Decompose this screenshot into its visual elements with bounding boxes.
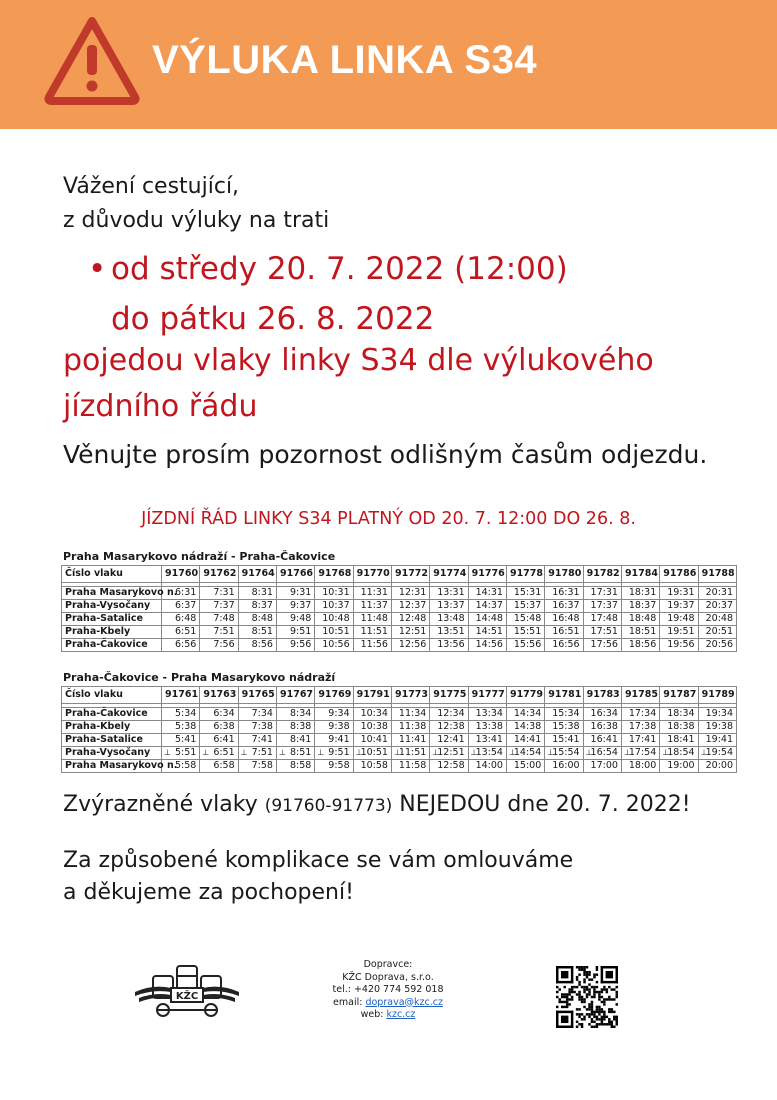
train-number: 91783 (583, 687, 621, 704)
train-number: 91772 (391, 566, 429, 583)
departure-time: 8:31 (238, 587, 276, 600)
train-number: 91774 (430, 566, 468, 583)
departure-time: 15:56 (506, 639, 544, 652)
departure-time: 7:48 (200, 613, 238, 626)
departure-time: 6:58 (200, 760, 238, 773)
web-link[interactable]: kzc.cz (386, 1009, 416, 1020)
departure-time: 5:58 (162, 760, 200, 773)
departure-time: 7:58 (238, 760, 276, 773)
departure-time: 13:31 (430, 587, 468, 600)
web-label: web: (360, 1009, 387, 1020)
station-name: Praha-Vysočany (62, 747, 162, 760)
departure-time: 9:38 (315, 721, 353, 734)
station-name: Praha-Satalice (62, 734, 162, 747)
departure-time: ⊥ 15:54 (545, 747, 583, 760)
departure-time: 12:41 (430, 734, 468, 747)
train-number: 91779 (506, 687, 544, 704)
departure-time: 9:48 (276, 613, 314, 626)
departure-time: 9:56 (276, 639, 314, 652)
departure-time: 8:58 (276, 760, 314, 773)
table2-heading: Praha-Čakovice - Praha Masarykovo nádraží (63, 671, 336, 684)
departure-time: 18:00 (621, 760, 659, 773)
departure-time: 14:37 (468, 600, 506, 613)
train-number: 91781 (545, 687, 583, 704)
departure-time: 18:51 (621, 626, 659, 639)
departure-time: 14:41 (506, 734, 544, 747)
train-number: 91765 (238, 687, 276, 704)
highlight-range: (91760-91773) (264, 796, 393, 816)
departure-time: 11:34 (391, 708, 429, 721)
train-number: 91769 (315, 687, 353, 704)
departure-time: ⊥ 18:54 (660, 747, 698, 760)
departure-time: ⊥ 19:54 (698, 747, 736, 760)
table1-heading: Praha Masarykovo nádraží - Praha-Čakovice (63, 550, 336, 563)
departure-time: ⊥ 5:51 (162, 747, 200, 760)
departure-time: 9:31 (276, 587, 314, 600)
departure-time: 16:51 (545, 626, 583, 639)
departure-time: 6:38 (200, 721, 238, 734)
departure-time: 12:48 (391, 613, 429, 626)
departure-time: 13:51 (430, 626, 468, 639)
train-number: 91788 (698, 566, 736, 583)
table-row (62, 639, 737, 652)
departure-time: 16:41 (583, 734, 621, 747)
departure-time: 7:51 (200, 626, 238, 639)
train-number: 91762 (200, 566, 238, 583)
departure-time: ⊥ 13:54 (468, 747, 506, 760)
departure-time: 16:34 (583, 708, 621, 721)
train-number: 91766 (276, 566, 314, 583)
departure-time: 10:31 (315, 587, 353, 600)
email-link[interactable]: doprava@kzc.cz (365, 996, 443, 1008)
departure-time: 14:51 (468, 626, 506, 639)
table-row (62, 600, 737, 613)
departure-time: 6:51 (162, 626, 200, 639)
departure-time: ⊥ 9:51 (315, 747, 353, 760)
header-banner (0, 0, 777, 129)
greeting-line-2: z důvodu výluky na trati (63, 208, 330, 233)
departure-time: 13:34 (468, 708, 506, 721)
departure-time: 20:37 (698, 600, 736, 613)
timetable-table-1 (61, 565, 737, 652)
departure-time: 17:37 (583, 600, 621, 613)
departure-time: 17:00 (583, 760, 621, 773)
table-row (62, 613, 737, 626)
train-number: 91787 (660, 687, 698, 704)
header-label: Číslo vlaku (62, 566, 162, 583)
departure-time: 14:38 (506, 721, 544, 734)
train-number: 91777 (468, 687, 506, 704)
departure-time: 20:48 (698, 613, 736, 626)
departure-time: 9:37 (276, 600, 314, 613)
greeting (63, 170, 329, 238)
departure-time: 13:48 (430, 613, 468, 626)
departure-time: 6:37 (162, 600, 200, 613)
departure-time: 7:56 (200, 639, 238, 652)
departure-time: 15:41 (545, 734, 583, 747)
departure-time: 19:56 (660, 639, 698, 652)
departure-time: 5:34 (162, 708, 200, 721)
timetable-title: JÍZDNÍ ŘÁD LINKY S34 PLATNÝ OD 20. 7. 12:00 DO 26. 8. (141, 509, 636, 529)
departure-time: 11:41 (391, 734, 429, 747)
departure-time: 17:31 (583, 587, 621, 600)
departure-time: 7:34 (238, 708, 276, 721)
departure-time: 18:41 (660, 734, 698, 747)
departure-time: 8:51 (238, 626, 276, 639)
train-number: 91767 (276, 687, 314, 704)
table-row (62, 734, 737, 747)
departure-time: 18:38 (660, 721, 698, 734)
contact-label: Dopravce: (363, 959, 413, 970)
header-label: Číslo vlaku (62, 687, 162, 704)
departure-time: 13:56 (430, 639, 468, 652)
banner-title: VÝLUKA LINKA S34 (152, 38, 538, 82)
departure-time: 19:37 (660, 600, 698, 613)
departure-time: ⊥ 10:51 (353, 747, 391, 760)
table-row (62, 587, 737, 600)
bullet: • (88, 251, 107, 287)
station-name: Praha Masarykovo n. (62, 587, 162, 600)
train-number: 91768 (315, 566, 353, 583)
departure-time: 7:37 (200, 600, 238, 613)
train-number: 91785 (621, 687, 659, 704)
departure-time: ⊥ 11:51 (391, 747, 429, 760)
departure-time: 13:38 (468, 721, 506, 734)
departure-time: 9:34 (315, 708, 353, 721)
train-number: 91791 (353, 687, 391, 704)
departure-time: 17:48 (583, 613, 621, 626)
station-name: Praha-Satalice (62, 613, 162, 626)
departure-time: 6:56 (162, 639, 200, 652)
qr-code-icon[interactable] (556, 966, 618, 1028)
departure-time: 20:31 (698, 587, 736, 600)
contact-company: KŽC Doprava, s.r.o. (342, 971, 434, 983)
departure-time: 20:51 (698, 626, 736, 639)
departure-time: ⊥ 6:51 (200, 747, 238, 760)
apology (63, 845, 573, 909)
departure-time: 19:38 (698, 721, 736, 734)
station-name: Praha Masarykovo n. (62, 760, 162, 773)
departure-time: 12:38 (430, 721, 468, 734)
departure-time: 20:00 (698, 760, 736, 773)
timetable-table-2 (61, 686, 737, 773)
departure-time: 15:31 (506, 587, 544, 600)
train-number: 91770 (353, 566, 391, 583)
departure-time: 17:41 (621, 734, 659, 747)
departure-time: 7:38 (238, 721, 276, 734)
departure-time: 16:31 (545, 587, 583, 600)
departure-time: 17:56 (583, 639, 621, 652)
highlight-prefix: Zvýrazněné vlaky (63, 792, 265, 817)
train-number: 91780 (545, 566, 583, 583)
departure-time: 10:34 (353, 708, 391, 721)
departure-time: 9:41 (315, 734, 353, 747)
departure-time: 12:31 (391, 587, 429, 600)
departure-time: 18:56 (621, 639, 659, 652)
departure-time: 17:51 (583, 626, 621, 639)
greeting-line-1: Vážení cestující, (63, 174, 240, 199)
departure-time: 19:00 (660, 760, 698, 773)
departure-time: 8:56 (238, 639, 276, 652)
departure-time: 17:38 (621, 721, 659, 734)
departure-time: 11:58 (391, 760, 429, 773)
departure-time: 13:41 (468, 734, 506, 747)
departure-time: 8:38 (276, 721, 314, 734)
departure-time: 6:31 (162, 587, 200, 600)
highlight-suffix: NEJEDOU dne 20. 7. 2022! (392, 792, 691, 817)
departure-time: 15:48 (506, 613, 544, 626)
station-name: Praha-Čakovice (62, 639, 162, 652)
departure-time: 8:41 (276, 734, 314, 747)
departure-time: 15:51 (506, 626, 544, 639)
email-label: email: (333, 996, 366, 1008)
departure-time: 14:31 (468, 587, 506, 600)
departure-time: 11:31 (353, 587, 391, 600)
departure-time: 16:56 (545, 639, 583, 652)
train-number: 91784 (621, 566, 659, 583)
kzc-train-logo-icon (133, 962, 241, 1020)
departure-time: 16:38 (583, 721, 621, 734)
departure-time: 10:48 (315, 613, 353, 626)
departure-time: 6:41 (200, 734, 238, 747)
departure-time: 17:34 (621, 708, 659, 721)
train-number: 91775 (430, 687, 468, 704)
departure-time: 18:37 (621, 600, 659, 613)
train-number: 91773 (391, 687, 429, 704)
departure-time: 18:48 (621, 613, 659, 626)
departure-time: 14:34 (506, 708, 544, 721)
departure-time: ⊥ 16:54 (583, 747, 621, 760)
train-number: 91789 (698, 687, 736, 704)
departure-time: 16:00 (545, 760, 583, 773)
notice: Věnujte prosím pozornost odlišným časům odjezdu. (63, 440, 708, 469)
departure-time: 9:51 (276, 626, 314, 639)
apology-line-2: a děkujeme za pochopení! (63, 880, 354, 905)
table-row (62, 721, 737, 734)
logo-text: KŽC (175, 991, 199, 1002)
departure-time: 15:34 (545, 708, 583, 721)
contact-phone: tel.: +420 774 592 018 (332, 984, 444, 995)
train-number: 91761 (162, 687, 200, 704)
departure-time: 19:31 (660, 587, 698, 600)
departure-time: 6:48 (162, 613, 200, 626)
departure-time: 20:56 (698, 639, 736, 652)
departure-time: 12:56 (391, 639, 429, 652)
apology-line-1: Za způsobené komplikace se vám omlouváme (63, 848, 574, 873)
closure-start: od středy 20. 7. 2022 (12:00) (111, 251, 568, 287)
departure-time: 10:37 (315, 600, 353, 613)
departure-time: 8:37 (238, 600, 276, 613)
departure-time: 10:56 (315, 639, 353, 652)
departure-time: 18:34 (660, 708, 698, 721)
station-name: Praha-Vysočany (62, 600, 162, 613)
departure-time: 15:37 (506, 600, 544, 613)
departure-time: 10:58 (353, 760, 391, 773)
departure-time: 15:38 (545, 721, 583, 734)
table-row (62, 708, 737, 721)
contact-info (300, 959, 476, 1022)
departure-time: 19:34 (698, 708, 736, 721)
departure-time: 12:51 (391, 626, 429, 639)
departure-time: 16:37 (545, 600, 583, 613)
departure-time: 8:48 (238, 613, 276, 626)
departure-time: ⊥ 14:54 (506, 747, 544, 760)
departure-time: 19:48 (660, 613, 698, 626)
departure-time: ⊥ 8:51 (276, 747, 314, 760)
departure-time: 10:51 (315, 626, 353, 639)
departure-time: ⊥ 12:51 (430, 747, 468, 760)
station-name: Praha-Kbely (62, 626, 162, 639)
departure-time: 19:41 (698, 734, 736, 747)
station-name: Praha-Kbely (62, 721, 162, 734)
train-number: 91760 (162, 566, 200, 583)
table-row (62, 747, 737, 760)
train-number: 91763 (200, 687, 238, 704)
departure-time: 14:56 (468, 639, 506, 652)
main-message: pojedou vlaky linky S34 dle výlukového jízdního řádu (63, 343, 654, 424)
departure-time: 8:34 (276, 708, 314, 721)
train-number: 91782 (583, 566, 621, 583)
departure-time: 11:48 (353, 613, 391, 626)
table-row (62, 626, 737, 639)
departure-time: 19:51 (660, 626, 698, 639)
departure-time: 11:56 (353, 639, 391, 652)
departure-time: 10:41 (353, 734, 391, 747)
train-number: 91764 (238, 566, 276, 583)
departure-time: 9:58 (315, 760, 353, 773)
departure-time: 11:38 (391, 721, 429, 734)
departure-time: 14:48 (468, 613, 506, 626)
train-number: 91778 (506, 566, 544, 583)
departure-time: 14:00 (468, 760, 506, 773)
departure-time: 15:00 (506, 760, 544, 773)
departure-time: 7:31 (200, 587, 238, 600)
departure-time: 5:38 (162, 721, 200, 734)
departure-time: 12:34 (430, 708, 468, 721)
departure-time: 16:48 (545, 613, 583, 626)
table-row (62, 760, 737, 773)
train-number: 91786 (660, 566, 698, 583)
train-number: 91776 (468, 566, 506, 583)
departure-time: 13:37 (430, 600, 468, 613)
departure-time: 11:37 (353, 600, 391, 613)
departure-time: 12:37 (391, 600, 429, 613)
closure-end: do pátku 26. 8. 2022 (111, 301, 435, 337)
departure-time: 10:38 (353, 721, 391, 734)
departure-time: 11:51 (353, 626, 391, 639)
departure-time: 5:41 (162, 734, 200, 747)
departure-time: 7:41 (238, 734, 276, 747)
warning-triangle-icon (42, 13, 142, 107)
departure-time: ⊥ 17:54 (621, 747, 659, 760)
departure-time: 6:34 (200, 708, 238, 721)
highlight-notice (63, 792, 691, 817)
station-name: Praha-Čakovice (62, 708, 162, 721)
departure-time: 12:58 (430, 760, 468, 773)
departure-time: ⊥ 7:51 (238, 747, 276, 760)
departure-time: 18:31 (621, 587, 659, 600)
